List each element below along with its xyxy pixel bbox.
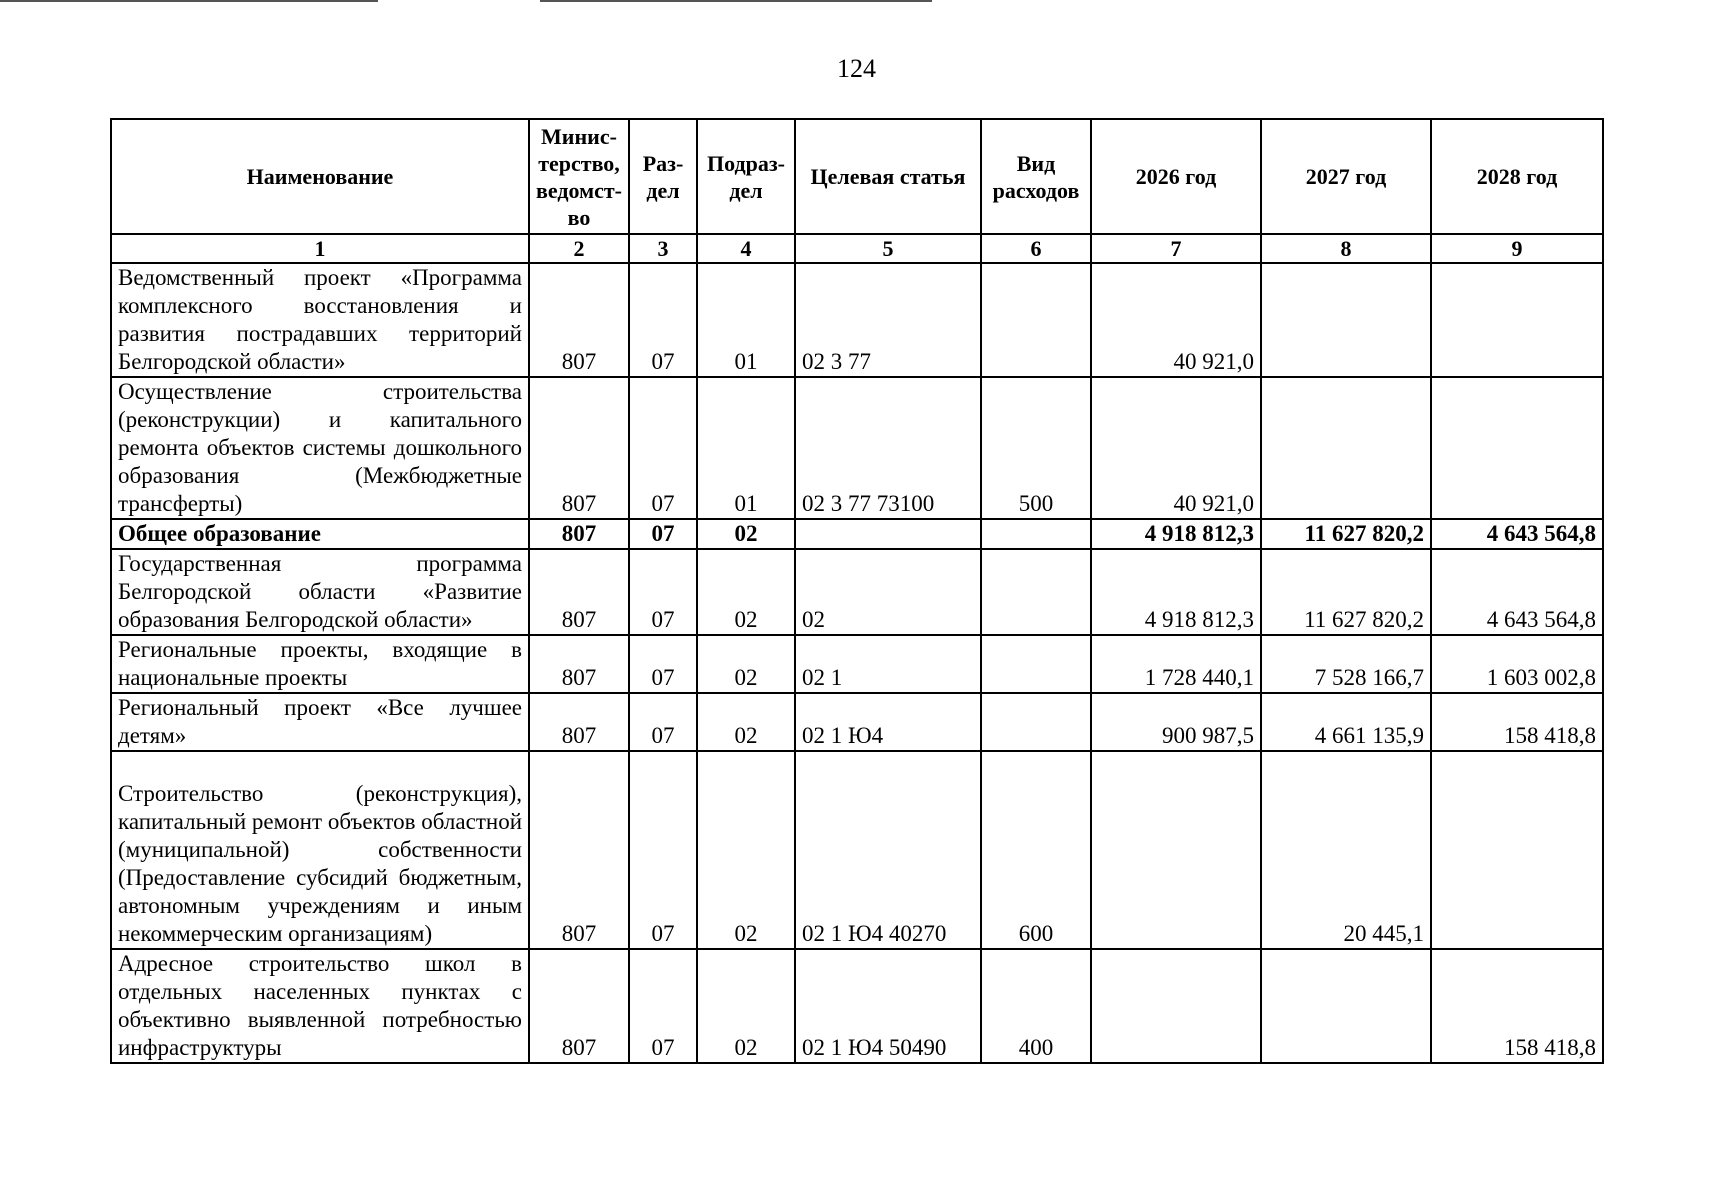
row-amount-2028: 4 643 564,8	[1431, 549, 1603, 635]
row-subsection: 02	[697, 519, 795, 549]
row-amount-2026	[1091, 751, 1261, 949]
table-row	[111, 549, 1603, 635]
row-section: 07	[629, 377, 697, 519]
column-number: 6	[981, 234, 1091, 263]
row-amount-2027: 11 627 820,2	[1261, 549, 1431, 635]
scan-edge-line-left	[0, 0, 378, 2]
table-row	[111, 635, 1603, 693]
row-section: 07	[629, 693, 697, 751]
row-amount-2027: 11 627 820,2	[1261, 519, 1431, 549]
column-number: 4	[697, 234, 795, 263]
row-amount-2026: 4 918 812,3	[1091, 549, 1261, 635]
table-row	[111, 377, 1603, 519]
row-amount-2027	[1261, 377, 1431, 519]
row-target-article: 02 1 Ю4 40270	[795, 751, 981, 949]
column-number-row	[111, 234, 1603, 263]
row-amount-2028: 158 418,8	[1431, 949, 1603, 1063]
row-amount-2027	[1261, 949, 1431, 1063]
header-year-2026: 2026 год	[1091, 119, 1261, 234]
row-subsection: 02	[697, 549, 795, 635]
row-subsection: 01	[697, 377, 795, 519]
row-amount-2026: 1 728 440,1	[1091, 635, 1261, 693]
row-target-article: 02 1 Ю4	[795, 693, 981, 751]
header-name: Наименование	[111, 119, 529, 234]
row-amount-2028: 158 418,8	[1431, 693, 1603, 751]
row-target-article: 02	[795, 549, 981, 635]
row-ministry: 807	[529, 949, 629, 1063]
row-name: Региональный проект «Все лучшее детям»	[111, 693, 529, 751]
column-number: 2	[529, 234, 629, 263]
scan-edge-line-right	[540, 0, 932, 2]
row-target-article: 02 3 77 73100	[795, 377, 981, 519]
row-target-article: 02 1	[795, 635, 981, 693]
row-expense-type	[981, 635, 1091, 693]
row-ministry: 807	[529, 693, 629, 751]
row-name: Строительство (реконструкция), капитальный ремонт объектов областной (муниципальной) собственности (Предоставление субсидий бюджетным, автономным учреждениям и иным некоммерческим организациям)	[111, 751, 529, 949]
row-name: Осуществление строительства (реконструкции) и капитального ремонта объектов системы дошкольного образования (Межбюджетные трансферты)	[111, 377, 529, 519]
column-number: 3	[629, 234, 697, 263]
row-target-article	[795, 519, 981, 549]
column-number: 9	[1431, 234, 1603, 263]
row-amount-2026: 900 987,5	[1091, 693, 1261, 751]
header-year-2027: 2027 год	[1261, 119, 1431, 234]
header-section: Раз-дел	[629, 119, 697, 234]
row-target-article: 02 1 Ю4 50490	[795, 949, 981, 1063]
row-amount-2027: 4 661 135,9	[1261, 693, 1431, 751]
row-amount-2027: 20 445,1	[1261, 751, 1431, 949]
row-name: Ведомственный проект «Программа комплексного восстановления и развития пострадавших территорий Белгородской области»	[111, 263, 529, 377]
row-expense-type	[981, 263, 1091, 377]
row-name: Региональные проекты, входящие в национальные проекты	[111, 635, 529, 693]
row-amount-2028	[1431, 751, 1603, 949]
row-ministry: 807	[529, 519, 629, 549]
row-amount-2027	[1261, 263, 1431, 377]
table-row	[111, 693, 1603, 751]
table-row	[111, 263, 1603, 377]
row-name: Общее образование	[111, 519, 529, 549]
row-section: 07	[629, 519, 697, 549]
row-section: 07	[629, 751, 697, 949]
row-expense-type: 400	[981, 949, 1091, 1063]
row-target-article: 02 3 77	[795, 263, 981, 377]
row-ministry: 807	[529, 751, 629, 949]
table-row	[111, 949, 1603, 1063]
row-amount-2026: 40 921,0	[1091, 263, 1261, 377]
row-section: 07	[629, 549, 697, 635]
row-ministry: 807	[529, 263, 629, 377]
row-section: 07	[629, 263, 697, 377]
row-amount-2026	[1091, 949, 1261, 1063]
table-row-total	[111, 519, 1603, 549]
table-row	[111, 751, 1603, 949]
row-section: 07	[629, 635, 697, 693]
header-ministry: Минис-терство, ведомст-во	[529, 119, 629, 234]
column-number: 8	[1261, 234, 1431, 263]
column-number: 1	[111, 234, 529, 263]
row-expense-type: 600	[981, 751, 1091, 949]
row-name: Государственная программа Белгородской области «Развитие образования Белгородской области»	[111, 549, 529, 635]
column-number: 5	[795, 234, 981, 263]
row-expense-type	[981, 519, 1091, 549]
header-target-article: Целевая статья	[795, 119, 981, 234]
row-ministry: 807	[529, 549, 629, 635]
row-amount-2026: 4 918 812,3	[1091, 519, 1261, 549]
row-amount-2028	[1431, 377, 1603, 519]
header-expense-type: Вид расходов	[981, 119, 1091, 234]
row-amount-2026: 40 921,0	[1091, 377, 1261, 519]
row-section: 07	[629, 949, 697, 1063]
row-amount-2028: 4 643 564,8	[1431, 519, 1603, 549]
table-header-row	[111, 119, 1603, 234]
row-expense-type	[981, 549, 1091, 635]
row-name: Адресное строительство школ в отдельных населенных пунктах с объективно выявленной потребностью инфраструктуры	[111, 949, 529, 1063]
page-number: 124	[837, 54, 876, 83]
row-ministry: 807	[529, 377, 629, 519]
row-subsection: 02	[697, 635, 795, 693]
row-expense-type: 500	[981, 377, 1091, 519]
row-subsection: 02	[697, 751, 795, 949]
row-subsection: 02	[697, 949, 795, 1063]
row-expense-type	[981, 693, 1091, 751]
header-year-2028: 2028 год	[1431, 119, 1603, 234]
row-subsection: 02	[697, 693, 795, 751]
row-ministry: 807	[529, 635, 629, 693]
column-number: 7	[1091, 234, 1261, 263]
budget-table	[110, 118, 1604, 1064]
row-subsection: 01	[697, 263, 795, 377]
row-amount-2027: 7 528 166,7	[1261, 635, 1431, 693]
row-amount-2028: 1 603 002,8	[1431, 635, 1603, 693]
header-subsection: Подраз-дел	[697, 119, 795, 234]
row-amount-2028	[1431, 263, 1603, 377]
